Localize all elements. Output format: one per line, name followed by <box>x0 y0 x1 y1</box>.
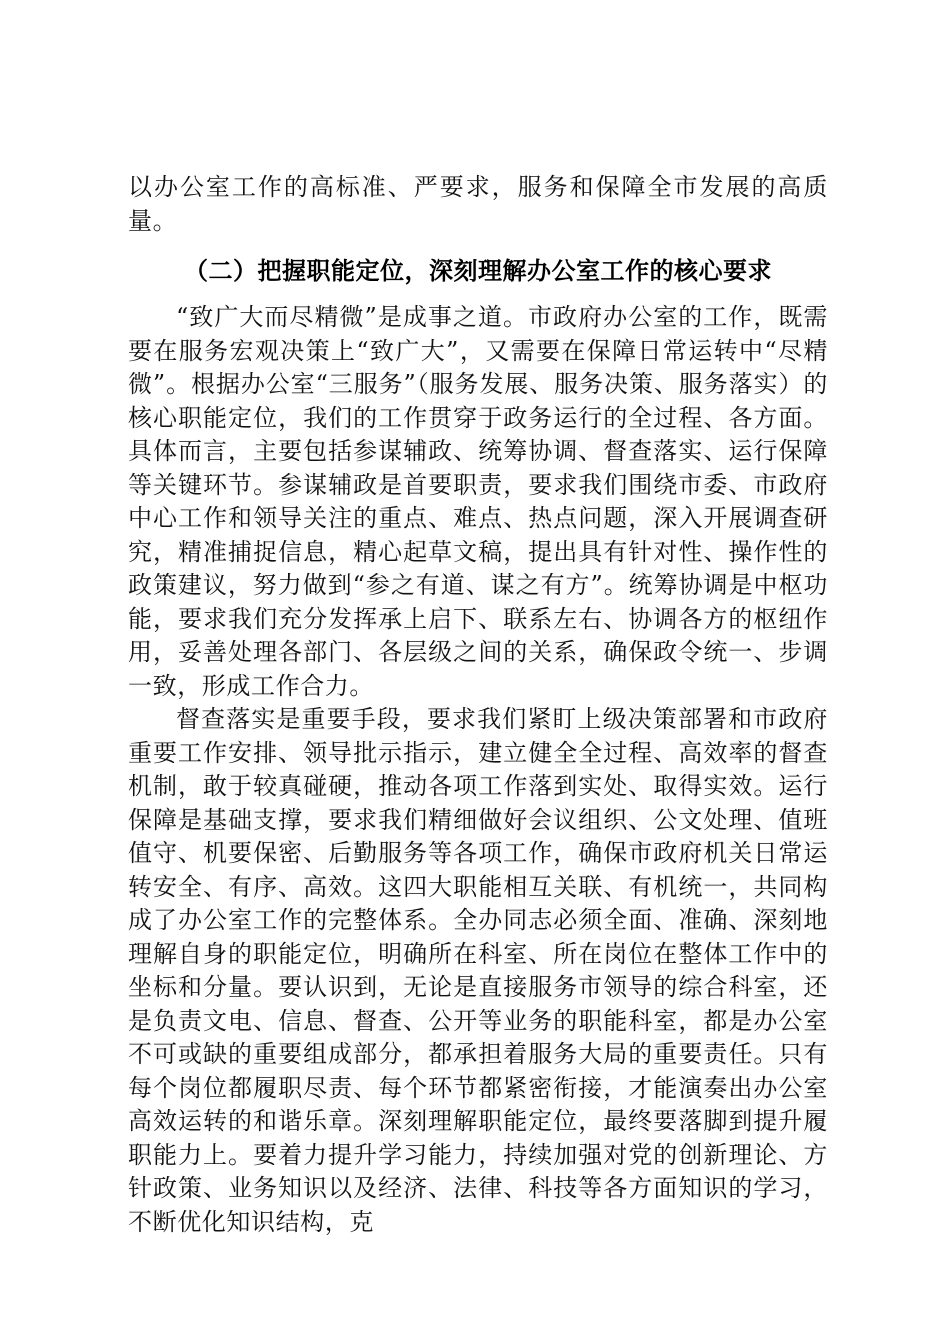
body-paragraph-2: “致广大而尽精微”是成事之道。市政府办公室的工作，既需要在服务宏观决策上“致广大”，又需要在保障日常运转中“尽精微”。根据办公室“三服务”（服务发展、服务决策、服务落实）的核心职能定位，我们的工作贯穿于政务运行的全过程、各方面。具体而言，主要包括参谋辅政、统筹协调、督查落实、运行保障等关键环节。参谋辅政是首要职责，要求我们围绕市委、市政府中心工作和领导关注的重点、难点、热点问题，深入开展调查研究，精准捕捉信息，精心起草文稿，提出具有针对性、操作性的政策建议，努力做到“参之有道、谋之有方”。统筹协调是中枢功能，要求我们充分发挥承上启下、联系左右、协调各方的枢纽作用，妥善处理各部门、各层级之间的关系，确保政令统一、步调一致，形成工作合力。 <box>128 303 828 700</box>
section-heading: （二）把握职能定位，深刻理解办公室工作的核心要求 <box>184 257 772 285</box>
body-paragraph-3: 督查落实是重要手段，要求我们紧盯上级决策部署和市政府重要工作安排、领导批示指示，建立健全全过程、高效率的督查机制，敢于较真碰硬，推动各项工作落到实处、取得实效。运行保障是基础支撑，要求我们精细做好会议组织、公文处理、值班值守、机要保密、后勤服务等各项工作，确保市政府机关日常运转安全、有序、高效。这四大职能相互关联、有机统一，共同构成了办公室工作的完整体系。全办同志必须全面、准确、深刻地理解自身的职能定位，明确所在科室、所在岗位在整体工作中的坐标和分量。要认识到，无论是直接服务市领导的综合科室，还是负责文电、信息、督查、公开等业务的职能科室，都是办公室不可或缺的重要组成部分，都承担着服务大局的重要责任。只有每个岗位都履职尽责、每个环节都紧密衔接，才能演奏出办公室高效运转的和谐乐章。深刻理解职能定位，最终要落脚到提升履职能力上。要着力提升学习能力，持续加强对党的创新理论、方针政策、业务知识以及经济、法律、科技等各方面知识的学习，不断优化知识结构，克 <box>128 705 828 1236</box>
continuation-paragraph: 以办公室工作的高标准、严要求，服务和保障全市发展的高质量。 <box>128 173 828 235</box>
